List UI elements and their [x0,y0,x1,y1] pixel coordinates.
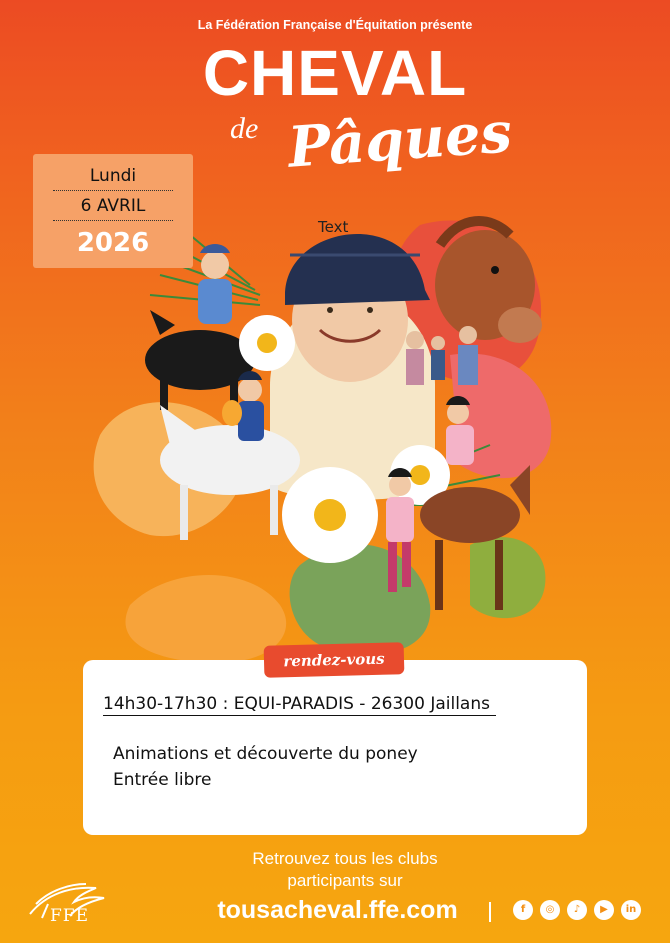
ffe-logo-text: FFE [50,906,90,926]
title-script: Pâques [285,99,514,181]
youtube-icon[interactable]: ▶ [594,900,614,920]
date-year: 2026 [76,228,150,258]
event-activities: Animations et découverte du poney [113,744,418,764]
date-divider-1 [53,190,173,191]
cta-line-2: participants sur [287,871,403,890]
title-de: de [230,112,259,145]
date-divider-2 [53,220,173,221]
cta-line-1: Retrouvez tous les clubs [252,849,438,868]
presenter-text: La Fédération Française d'Équitation présente [197,18,473,32]
rendez-vous-badge: rendez-vous [264,642,405,678]
date-date: 6 AVRIL [80,196,146,216]
event-time-location: 14h30-17h30 : EQUI-PARADIS - 26300 Jaillans [103,694,496,716]
title-main: CHEVAL [202,37,468,109]
instagram-icon[interactable]: ◎ [540,900,560,920]
linkedin-icon[interactable]: in [621,900,641,920]
blob-orange-bottom [125,575,286,663]
date-day: Lundi [89,166,137,186]
footer-divider [489,902,491,922]
photo-credits [650,520,660,860]
event-info-box [83,660,587,835]
social-icons [513,900,641,920]
cta-text [200,848,490,892]
daisy-flower-1 [239,315,295,371]
daisy-flower-2 [282,467,378,563]
facebook-icon[interactable]: f [513,900,533,920]
event-entry: Entrée libre [113,770,212,790]
tiktok-icon[interactable]: ♪ [567,900,587,920]
date-box [33,154,193,268]
boy-on-black-pony [145,244,255,410]
blob-green-right [470,537,545,618]
website-link[interactable]: tousacheval.ffe.com [217,896,458,924]
photo-placeholder-label: Text [318,218,349,236]
